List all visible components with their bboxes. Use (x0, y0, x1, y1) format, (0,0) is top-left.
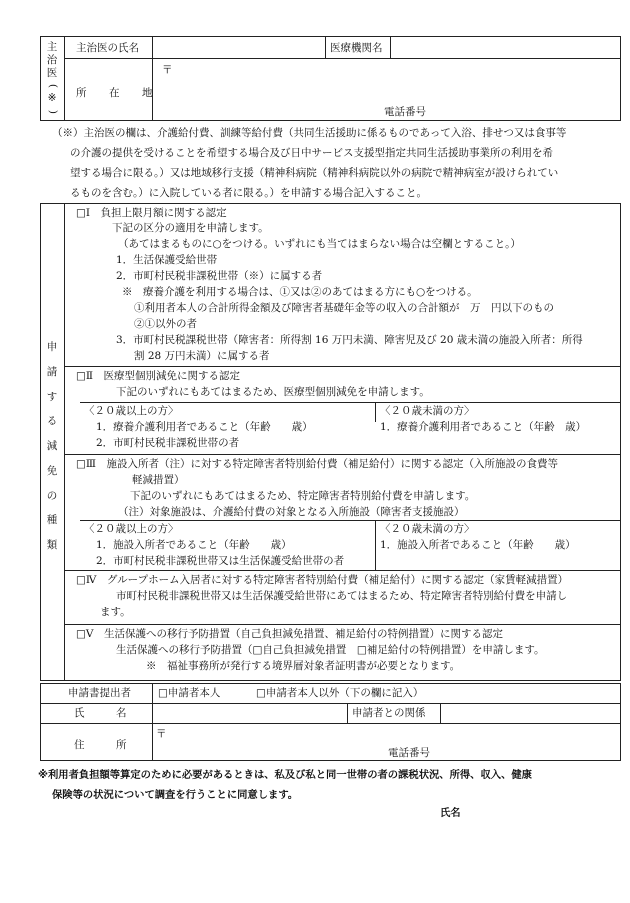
relation-label: 申請者との関係 (352, 707, 426, 719)
reduction-side-char-9: 類 (46, 539, 58, 551)
s3-right-head: 〈２０歳未満の方〉 (380, 523, 475, 535)
doctor-side-char-3: 医 (46, 66, 58, 79)
submitter-name-field[interactable] (156, 706, 342, 720)
s3-left-item-2: 2．市町村民税非課税世帯又は生活保護受給世帯の者 (96, 555, 345, 567)
s2-line: 下記のいずれにもあてはまるため、医療型個別減免を申請します。 (116, 386, 430, 398)
doctor-address-label: 所 在 地 (76, 87, 159, 99)
doctor-postal-mark: 〒 (162, 64, 173, 76)
doctor-phone-label: 電話番号 (384, 106, 426, 118)
s1-line-6: ①利用者本人の合計所得金額及び障害者基礎年金等の収入の合計額が 万 円以下のもの (134, 302, 554, 314)
s2-right-item-1: 1．療養介護利用者であること（年齢 歳） (380, 421, 587, 433)
section-1-heading: □Ⅰ 負担上限月額に関する認定 (76, 207, 227, 219)
s4-line-2: ます。 (100, 606, 131, 618)
submitter-phone-label: 電話番号 (388, 747, 430, 759)
s1-line-8: 3．市町村民税課税世帯（障害者：所得割 16 万円未満、障害児及び 20 歳未満の施設入所者：所得 (116, 334, 583, 346)
doctor-side-char-4: ( (46, 84, 59, 89)
s5-line-2: ※ 福祉事務所が発行する境界層対象者証明書が必要となります。 (146, 660, 461, 672)
s1-line-9: 割 28 万円未満）に属する者 (134, 350, 270, 362)
s1-line-3: 1．生活保護受給世帯 (116, 254, 218, 266)
doctor-side-char-2: 治 (46, 53, 58, 66)
reduction-side-char-2: 請 (46, 365, 58, 378)
submitter-name-label: 氏 名 (74, 707, 127, 719)
s1-line-4: 2．市町村民税非課税世帯（※）に属する者 (116, 270, 323, 282)
institution-label: 医療機関名 (330, 42, 383, 54)
s1-line-5: ※ 療養介護を利用する場合は、①又は②のあてはまる方にも○をつける。 (122, 286, 478, 298)
section-3-heading: □Ⅲ 施設入所者（注）に対する特定障害者特別給付費（補足給付）に関する認定（入所施設の食費等 (76, 458, 559, 470)
reduction-side-label (40, 340, 64, 563)
reduction-side-char-7: の (46, 489, 58, 502)
s2-left-item-1: 1．療養介護利用者であること（年齢 歳） (96, 421, 313, 433)
section-2-heading: □Ⅱ 医療型個別減免に関する認定 (76, 370, 241, 382)
s3-line: 下記のいずれにもあてはまるため、特定障害者特別給付費を申請します。 (130, 490, 476, 502)
s3-note: （注）対象施設は、介護給付費の対象となる入所施設（障害者支援施設） (118, 506, 465, 518)
doctor-side-char-6: ) (46, 109, 59, 114)
doctor-note-line-2: の介護の提供を受けることを希望する場合及び日中サービス支援型指定共同生活援助事業所の利用を希 (70, 147, 553, 159)
s3-left-item-1: 1．施設入所者であること（年齢 歳） (96, 539, 292, 551)
s3-right-item-1: 1．施設入所者であること（年齢 歳） (380, 539, 576, 551)
s2-left-head: 〈２０歳以上の方〉 (84, 405, 179, 417)
submitter-option-self[interactable]: □申請者本人 (158, 687, 221, 699)
consent-line-2: 保険等の状況について調査を行うことに同意します。 (52, 789, 299, 801)
s2-left-item-2: 2．市町村民税非課税世帯の者 (96, 437, 240, 449)
reduction-side-char-5: 減 (46, 440, 58, 452)
submitter-label: 申請書提出者 (68, 687, 131, 699)
s2-right-head: 〈２０歳未満の方〉 (380, 405, 475, 417)
doctor-note-line-1: （※）主治医の欄は、介護給付費、訓練等給付費（共同生活援助に係るものであって入浴、排せつ又は食事等 (52, 127, 567, 139)
reduction-side-char-4: る (46, 415, 58, 428)
s1-line-1: 下記の区分の適用を申請します。 (112, 222, 269, 234)
s3-left-head: 〈２０歳以上の方〉 (84, 523, 179, 535)
doctor-side-char-5: ※ (47, 92, 57, 104)
s5-line-1: 生活保護への移行予防措置（□自己負担減免措置 □補足給付の特例措置）を申請します。 (116, 644, 545, 656)
s1-line-2: （あてはまるものに○をつける。いずれにも当てはまらない場合は空欄とすること。） (118, 238, 521, 250)
doctor-note-line-4: るものを含む。）に入院している者に限る。）を申請する場合記入すること。 (70, 187, 427, 199)
doctor-side-char-1: 主 (46, 41, 58, 53)
relation-field[interactable] (444, 706, 616, 720)
section-3-heading-2: 軽減措置） (132, 474, 185, 486)
doctor-name-label: 主治医の氏名 (76, 42, 139, 54)
submitter-option-other[interactable]: □申請者本人以外（下の欄に記入） (256, 687, 424, 699)
reduction-side-char-6: 免 (46, 464, 58, 477)
submitter-postal-mark: 〒 (156, 728, 167, 740)
s1-line-7: ②①以外の者 (134, 318, 197, 330)
consent-line-1: ※利用者負担額等算定のために必要があるときは、私及び私と同一世帯の者の課税状況、所得、収入、健康 (38, 769, 532, 781)
section-4-heading: □Ⅳ グループホーム入居者に対する特定障害者特別給付費（補足給付）に関する認定（家賃軽減措置） (76, 574, 569, 586)
signature-label: 氏名 (440, 807, 461, 819)
submitter-address-label: 住 所 (74, 739, 127, 751)
reduction-side-char-8: 種 (46, 514, 58, 527)
s4-line-1: 市町村民税非課税世帯又は生活保護受給世帯にあてはまるため、特定障害者特別給付費を申請し (116, 590, 568, 602)
section-5-heading: □Ⅴ 生活保護への移行予防措置（自己負担減免措置、補足給付の特例措置）に関する認定 (76, 628, 504, 640)
doctor-note-line-3: 望する場合に限る。）又は地域移行支援（精神科病院（精神科病院以外の病院で精神病室が設けられてい (70, 167, 559, 179)
doctor-side-label (40, 40, 64, 117)
reduction-side-char-3: す (46, 390, 58, 403)
reduction-side-char-1: 申 (46, 341, 58, 353)
